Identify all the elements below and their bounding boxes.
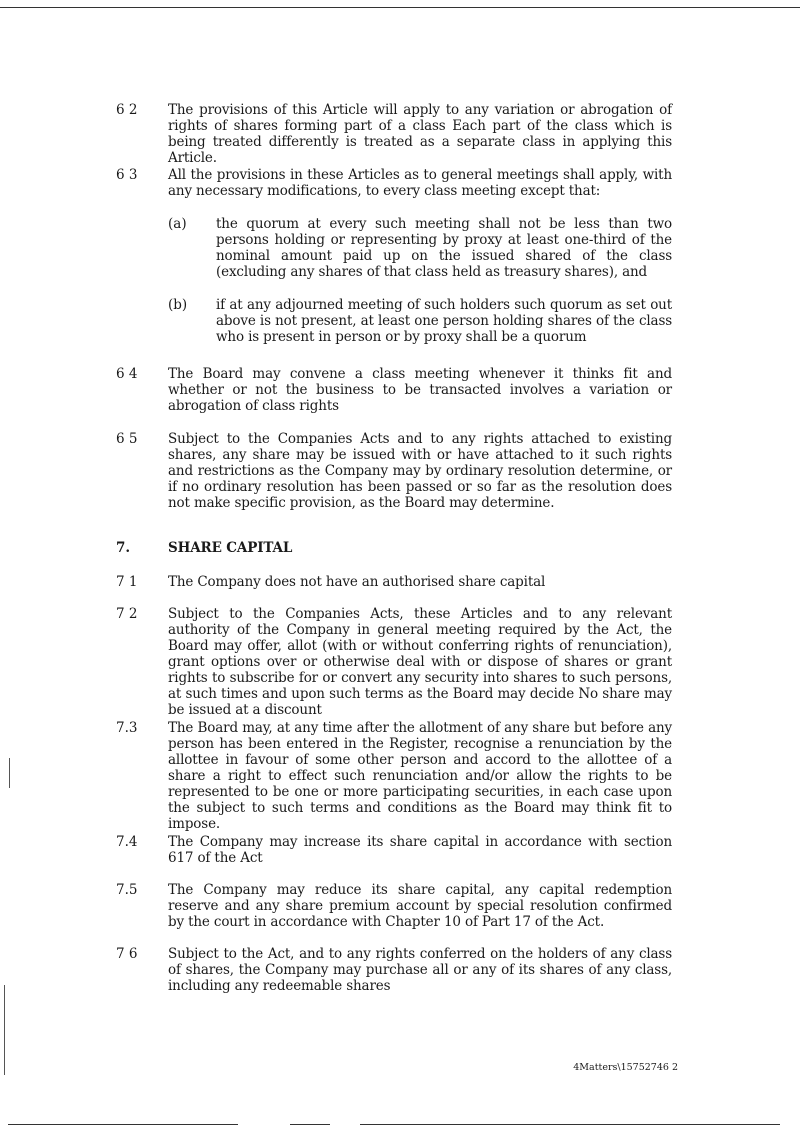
- clause-number: 7.4: [116, 834, 138, 850]
- top-rule: [0, 7, 800, 8]
- clause-number: 7 1: [116, 574, 138, 590]
- clause-text: The Company may reduce its share capital, any capital redemption reserve and any share premium account by special resolution confirmed by the court in accordance with Chapter 10 of Part 17 of the Act.: [168, 882, 672, 930]
- bottom-rule-mid: [290, 1124, 330, 1125]
- subclause-text: the quorum at every such meeting shall not be less than two persons holding or representing by proxy at least one-third of the nominal amount paid up on the issued shared of the class (excluding any shares of that class held as treasury shares), and: [216, 216, 672, 280]
- clause-text: The Board may convene a class meeting whenever it thinks fit and whether or not the business to be transacted involves a variation or abrogation of class rights: [168, 366, 672, 414]
- clause-number: 6 4: [116, 366, 138, 382]
- clause-number: 6 3: [116, 167, 138, 183]
- subclause-label: (b): [168, 297, 188, 313]
- clause-text: The Company does not have an authorised share capital: [168, 574, 546, 590]
- section-heading: SHARE CAPITAL: [168, 540, 293, 556]
- clause-text: Subject to the Companies Acts and to any rights attached to existing shares, any share may be issued with or have attached to it such rights and restrictions as the Company may by ordinary resolution determine, or if no ordinary resolution has been passed or so far as the resolution does not make specific provision, as the Board may determine.: [168, 431, 672, 511]
- clause-text: Subject to the Companies Acts, these Articles and to any relevant authority of the Company in general meeting required by the Act, the Board may offer, allot (with or without conferring rights of renunciation), grant options over or otherwise deal with or dispose of shares or grant rights to subscribe for or convert any security into shares to such persons, at such times and upon such terms as the Board may decide No share may be issued at a discount: [168, 606, 672, 718]
- clause-number: 7 6: [116, 946, 138, 962]
- left-margin-mark-lower: [4, 985, 5, 1075]
- clause-number: 7 2: [116, 606, 138, 622]
- section-number: 7.: [116, 540, 131, 556]
- clause-number: 7.5: [116, 882, 138, 898]
- document-reference: 4Matters\15752746 2: [573, 1062, 678, 1073]
- clause-text: The Board may, at any time after the allotment of any share but before any person has been entered in the Register, recognise a renunciation by the allottee in favour of some other person and accord to the allottee of a share a right to effect such renunciation and/or allow the rights to be represented to be one or more participating securities, in each case upon the subject to such terms and conditions as the Board may think fit to impose.: [168, 720, 672, 832]
- clause-number: 6 2: [116, 102, 138, 118]
- bottom-rule-right: [360, 1124, 780, 1125]
- clause-text: The provisions of this Article will apply to any variation or abrogation of rights of shares forming part of a class Each part of the class which is being treated differently is treated as a separate class in applying this Article.: [168, 102, 672, 166]
- subclause-text: if at any adjourned meeting of such holders such quorum as set out above is not present, at least one person holding shares of the class who is present in person or by proxy shall be a quorum: [216, 297, 672, 345]
- left-margin-mark: [9, 758, 10, 788]
- clause-number: 6 5: [116, 431, 138, 447]
- clause-text: The Company may increase its share capital in accordance with section 617 of the Act: [168, 834, 672, 866]
- clause-text: Subject to the Act, and to any rights conferred on the holders of any class of shares, the Company may purchase all or any of its shares of any class, including any redeemable shares: [168, 946, 672, 994]
- subclause-label: (a): [168, 216, 187, 232]
- bottom-rule-left: [8, 1124, 238, 1125]
- clause-text: All the provisions in these Articles as to general meetings shall apply, with any necessary modifications, to every class meeting except that:: [168, 167, 672, 199]
- clause-number: 7.3: [116, 720, 138, 736]
